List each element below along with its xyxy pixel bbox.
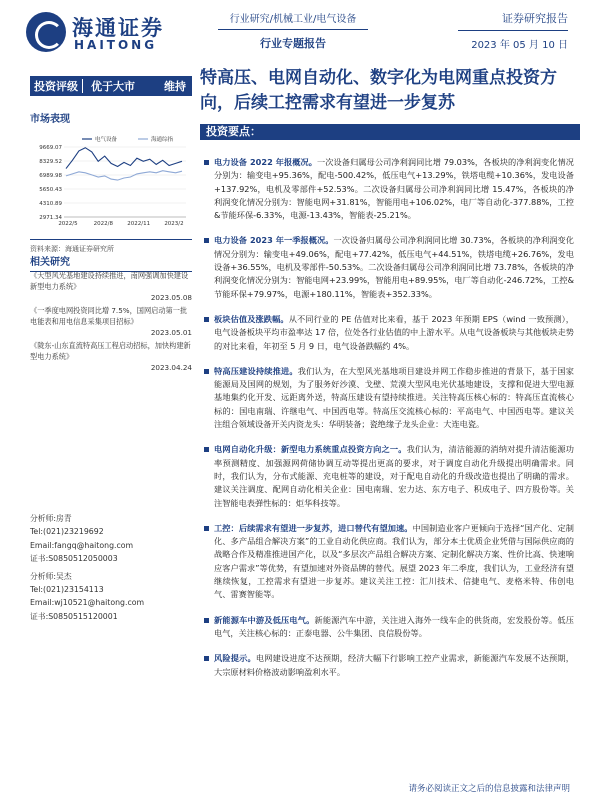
market-performance-chart [30,133,192,233]
chart-y-tick-label: 4310.89 [39,200,62,207]
paragraph-text: 中国制造业客户更倾向于选择“国产化、定制化、多产品组合解决方案”的工业自动化供应商。我们认为，部分本土优质企业凭借与国际供应商的战略合作及精准推进国产化，以及“多层次产品组合解决方案、定制化解决方案、性价比高、快速响应客户需求”等优势，有望加速对外资品牌的替代。展望 2023 年二季度，我们认为，工业经济有望继续恢复，工控需求有望进一步复苏。建议关注工控：汇川技术、信捷电气、麦格米特、伟创电气、雷赛智能等。 [214,522,574,600]
related-item[interactable] [30,305,192,338]
paragraph-text: 从不同行业的 PE 估值对比来看，基于 2023 年预期 EPS（wind 一致预测），电气设备板块平均市盈率达 17 倍，位处各行业估值的中上游水平。从电气设备板块与其他板块走势的对比来看，年初至 5 月 9 日，电气设备跌幅约 4%。 [214,313,574,351]
rating-label: 投资评级 [34,80,78,93]
related-item-text: 《陇东-山东直流特高压工程启动招标，加快构建新型电力系统》 [30,341,191,361]
chart-x-tick-label: 2023/2 [164,221,184,227]
chart-source: 资料来源：海通证券研究所 [30,239,192,254]
analyst-tel: Tel:(021)23219692 [30,527,104,537]
related-item-date: 2023.04.24 [150,363,192,372]
paragraph-text: 一次设备归属母公司净利润同比增 30.73%，各板块的净利润变化情况分别为：输变电+49.06%，配电+77.42%，低压电气+44.51%，铁塔电缆+26.76%，发电设备+36.55%，电机及零部件-50.53%。二次设备归属母公司净利润同比增 73.78%，各板块的净利润变化情况分别为：智能电网+23.99%，智能用电+89.95%，电厂等自动化-246.72%，工控&节能环保+79.97%，电源+180.11%，智能表+352.33%。 [214,235,574,299]
chart-legend-label: 海通综指 [151,137,174,143]
related-item[interactable] [30,340,192,373]
key-point-paragraph [204,365,574,431]
key-point-paragraph [204,234,574,300]
paragraph-lead: 电力设备 2023 年一季报概况。 [214,235,334,246]
paragraph-lead: 电网自动化升级：新型电力系统重点投资方向之一。 [214,444,407,455]
report-series: 证券研究报告 [458,10,568,31]
industry-category: 行业研究/机械工业/电气设备 [218,10,368,30]
analyst-contacts [30,512,192,623]
footer-disclaimer: 请务必阅读正文之后的信息披露和法律声明 [408,784,570,794]
report-body [204,156,574,679]
related-item-date: 2023.05.08 [150,293,192,302]
chart-series-line [66,148,182,169]
chart-y-tick-label: 9669.07 [39,145,62,151]
key-points-header: 投资要点： [200,124,580,140]
chart-svg [30,133,192,233]
paragraph-text: 我们认为，清洁能源的消纳对提升清洁能源功率预测精度、加强源网荷储协调互动等提出更高的要求，对于调度自动化升级提出明确需求。同时，我们认为，分布式能源、充电桩等的建设，对于配电自动化的升级改造也提出了明确的需求。建议关注调度、配网自动化相关企业：国电南瑞、宏力达、东方电子、积成电子、四方股份等。关注智能电表弹性标的：炬华科技等。 [214,444,574,508]
paragraph-text: 一次设备归属母公司净利润同比增 79.03%，各板块的净利润变化情况分别为：输变电+95.36%，配电-500.42%，低压电气+13.29%，铁塔电缆+10.36%，发电设备+137.92%，电机及零部件+52.53%。二次设备归属母公司净利润同比增 15.47%，各板块的净利润变化情况分别为：智能电网+31.81%，智能用电+106.02%，电厂等自动化-377.88%，工控&节能环保-6.33%，电源-13.43%，智能表-25.21%。 [214,157,574,221]
related-item[interactable] [30,270,192,303]
investment-rating-bar [30,76,192,96]
analyst-email[interactable]: Email:wj10521@haitong.com [30,598,145,608]
analyst-email[interactable]: Email:fangq@haitong.com [30,540,134,550]
analyst-tel: Tel:(021)23154113 [30,585,104,595]
key-point-paragraph [204,443,574,509]
market-performance-title: 市场表现 [30,114,70,125]
key-point-paragraph [204,522,574,602]
paragraph-text: 电网建设进度不达预期，经济大幅下行影响工控产业需求，新能源汽车发展不达预期，大宗原材料价格波动影响盈利水平。 [214,653,574,677]
chart-x-tick-label: 2022/11 [127,221,151,227]
title-area [200,66,580,116]
left-sidebar [30,76,192,254]
report-header [0,0,600,62]
chart-y-tick-label: 2971.34 [39,215,62,221]
chart-legend-label: 电气设备 [95,137,118,143]
related-research-list [30,270,192,375]
header-series-block [458,10,568,51]
logo-english-name: HAITONG [74,38,158,52]
haitong-logo-icon [26,12,66,52]
key-point-paragraph [204,156,574,222]
paragraph-lead: 风险提示。 [214,653,256,664]
rating-divider [82,79,83,93]
report-type: 行业专题报告 [260,37,326,50]
chart-y-tick-label: 8329.52 [39,159,62,166]
paragraph-lead: 板块估值及涨跌幅。 [214,313,289,324]
chart-y-tick-label: 6989.98 [39,172,62,179]
paragraph-lead: 新能源车中游及低压电气。 [214,614,315,625]
chart-y-tick-label: 5650.43 [39,187,62,194]
paragraph-text: 新能源汽车中游，关注进入海外一线车企的供货商，宏发股份等。低压电气，关注核心标的：正泰电器、公牛集团、良信股份等。 [214,614,574,638]
chart-series-line [66,171,182,180]
analyst-cert: 证书:S0850512050003 [30,554,118,564]
rating-action: 维持 [164,80,186,93]
haitong-logo [26,10,176,54]
related-item-text: 《大型风光基地建设持续推进，南网强调加快建设新型电力系统》 [30,271,189,291]
header-category-block [218,10,368,51]
related-item-date: 2023.05.01 [150,328,192,337]
key-point-paragraph [204,313,574,353]
related-item-text: 《一季度电网投资同比增 7.5%，国网启动第一批电能表和用电信息采集项目招标》 [30,306,188,326]
analyst-name: 分析师:吴杰 [30,571,72,581]
key-point-paragraph [204,614,574,641]
rating-value: 优于大市 [91,80,135,93]
analyst-cert: 证书:S0850515120001 [30,611,118,621]
report-title: 特高压、电网自动化、数字化为电网重点投资方向，后续工控需求有望进一步复苏 [200,68,557,113]
key-point-paragraph [204,652,574,679]
logo-chinese-name: 海通证券 [72,16,164,40]
report-date: 2023 年 05 月 10 日 [471,40,568,51]
related-research-title: 相关研究 [30,253,192,272]
analyst-name: 分析师:房青 [30,514,72,523]
paragraph-text: 我们认为，在大型风光基地项目建设并网工作稳步推进的背景下，基于国家能源局及国网的规划，为了服务好沙漠、戈壁、荒漠大型风电光伏基地建设，支撑和促进大型电源基地集约化开发、远距离外送，特高压建设有望持续推进。关注特高压核心标的：特高压直流核心标的：国电南瑞、许继电气、中国西电等。特高压交流核心标的：平高电气、中国西电等。建议关注组合领域设备开关内资龙头：华明装备；瓷绝缘子龙头企业：大连电瓷。 [214,365,574,430]
paragraph-lead: 工控：后续需求有望进一步复苏，进口替代有望加速。 [214,522,413,533]
paragraph-lead: 特高压建设持续推进。 [214,365,298,376]
chart-x-tick-label: 2022/8 [93,221,114,227]
paragraph-lead: 电力设备 2022 年报概况。 [214,157,318,167]
chart-x-tick-label: 2022/5 [58,221,78,227]
